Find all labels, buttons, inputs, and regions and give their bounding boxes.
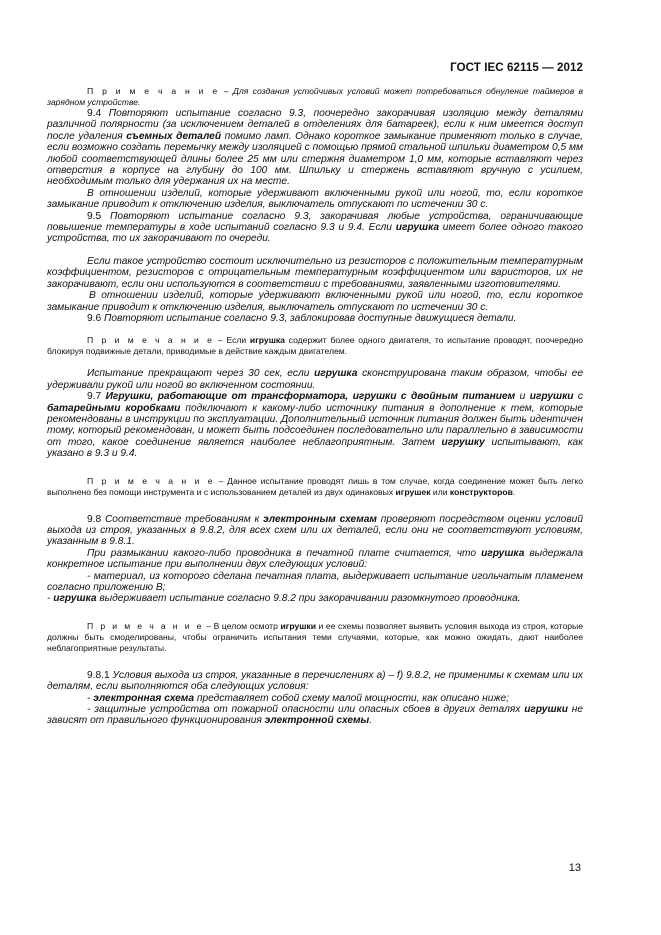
document-body — [47, 86, 583, 727]
note-label: П р и м е ч а н и е — [87, 620, 204, 631]
note-label: П р и м е ч а н и е — [87, 86, 220, 96]
clause-9-7: 9.7 Игрушки, работающие от трансформатора, игрушки с двойным питанием и игрушки с батарейными коробками подключают к какому-либо источнику питания в дополнение к тем, которые рекомендованы в инструкции по эксплуатации. Дополнительный источник питания должен быть идентичен тому, который рекомендован, и может быть подсоединен последовательно или параллельно в зависимости от того, какое соединение является наиболее неблагоприятным. Затем игрушку испытывают, как указано в 9.3 и 9.4. — [47, 391, 583, 460]
clause-9-8-conductor: При размыкании какого-либо проводника в печатной плате считается, что игрушка выдержала конкретное испытание при выполнении двух следующих условий: — [47, 547, 583, 571]
clause-9-8-condition-a: - материал, из которого сделана печатная плата, выдерживает испытание игольчатым пламенем согласно приложению В; — [47, 570, 583, 593]
note-charger: П р и м е ч а н и е – Для создания устойчивых условий может потребоваться обнуление таймеров в зарядном устройстве. — [47, 86, 583, 107]
page-number: 13 — [568, 862, 581, 874]
note-connection: П р и м е ч а н и е – Данное испытание проводят лишь в том случае, когда соединение может быть легко выполнено без помощи инструмента и с использованием деталей из двух одинаковых игрушек или конструкторов. — [47, 475, 584, 497]
note-motors: П р и м е ч а н и е – Если игрушка содержит более одного двигателя, то испытание проводят, поочередно блокируя подвижные детали, приводимые в действие каждым двигателем. — [47, 335, 583, 357]
clause-9-8-condition-b: - игрушка выдерживает испытание согласно 9.8.2 при закорачивании разомкнутого проводника. — [47, 593, 521, 605]
note-label: П р и м е ч а н и е — [87, 475, 215, 486]
clause-9-4-hand-foot: В отношении изделий, которые удерживают включенными рукой или ногой, то, если короткое замыкание приводит к отключению изделия, выключатель отпускают по истечении 30 с. — [47, 187, 583, 211]
clause-9-8-1-condition-a: - электронная схема представляет собой схему малой мощности, как описано ниже; — [87, 692, 509, 704]
clause-9-5: 9.5 Повторяют испытание согласно 9.3, закорачивая любые устройства, ограничивающие повышение температуры в ходе испытаний согласно 9.3 и 9.4. Если игрушка имеет более одного такого устройства, то их закорачивают по очереди. — [47, 210, 583, 245]
clause-9-5-resistors: Если такое устройство состоит исключительно из резисторов с положительным температурным коэффициентом, резисторов с отрицательным температурным коэффициентом или варисторов, их не закорачивают, если они используются в соответствии с требованиями, заявленными изготовителями. — [47, 255, 583, 290]
clause-9-8: 9.8 Соответствие требованиям к электронным схемам проверяют посредством оценки условий выхода из строя, указанных в 9.8.2, для всех схем или их деталей, если они не соответствуют условиям, указанным в 9.8.1. — [47, 513, 583, 548]
clause-9-8-1: 9.8.1 Условия выхода из строя, указанные в перечислениях a) – f) 9.8.2, не применимы к схемам или их деталям, если выполняются оба следующих условия: — [47, 669, 583, 693]
clause-9-4: 9.4 Повторяют испытание согласно 9.3, поочередно закорачивая изоляцию между деталями различной полярности (за исключением деталей в отделениях для батареек), если к ним имеется доступ после удаления съемных деталей помимо ламп. Однако короткое замыкание применяют только в случае, если возможно создать перемычку между изоляцией с помощью прямой стальной шпильки диаметром 0,5 мм любой соответствующей длины более 25 мм или стержня диаметром 1,0 мм, которые вставляют через отверстия в корпусе на глубину до 100 мм. Шпильку и стержень вставляют вручную с усилием, необходимым только для удержания их на месте. — [47, 108, 583, 188]
document-header: ГОСТ IEC 62115 — 2012 — [450, 62, 583, 74]
clause-9-6: 9.6 Повторяют испытание согласно 9.3, заблокировав доступные движущиеся детали. — [87, 312, 517, 324]
clause-9-5-hand-foot: В отношении изделий, которые удерживают включенными рукой или ногой, то, если короткое замыкание приводит к отключению изделия, выключатель отпускают по истечении 30 с. — [47, 290, 583, 313]
clause-9-6-stop: Испытание прекращают через 30 сек, если игрушка сконструирована таким образом, чтобы ее удерживали рукой или ногой во включенном состоянии. — [47, 368, 583, 391]
clause-9-8-1-condition-b: - защитные устройства от пожарной опасности или опасных сбоев в других деталях игрушки не зависят от правильного функционирования электронной схемы. — [47, 704, 583, 727]
note-label: П р и м е ч а н и е — [87, 335, 215, 346]
note-inspection: П р и м е ч а н и е – В целом осмотр игрушки и ее схемы позволяет выявить условия выхода из строя, которые должны быть смоделированы, чтобы ограничить испытания теми случаями, которые, как можно ожидать, дают наиболее неблагоприятные результаты. — [47, 620, 584, 653]
